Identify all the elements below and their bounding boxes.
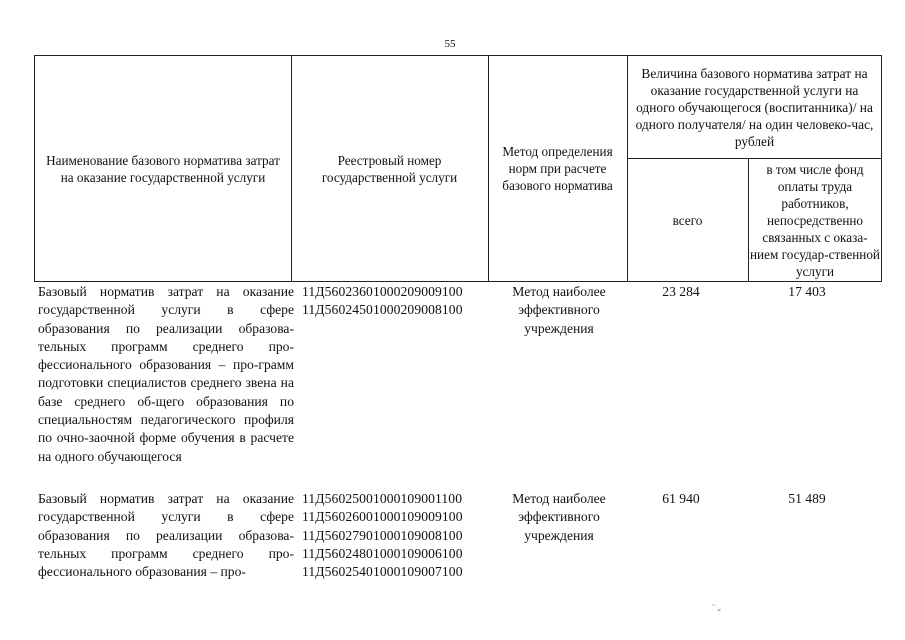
row-2-name: Базовый норматив затрат на оказание государственной услуги в сфере образования по реализации образова-тельных программ среднего про-фессионального образования – про- bbox=[38, 491, 294, 580]
row-2-wage-fund: 51 489 bbox=[788, 491, 826, 506]
row-1-name: Базовый норматив затрат на оказание государственной услуги в сфере образования по реализации образова-тельных программ среднего про-фессионального образования – про-грамм подготовки специалистов среднего звена на базе среднего об-щего образования по специальностям педагогического профиля по очно-заочной форме обучения в расчете на одного обучающегося bbox=[38, 284, 294, 464]
registry-number: 11Д56023601000209009100 bbox=[302, 284, 463, 299]
header-value-group: Величина базового норматива затрат на оказание государственной услуги на одного обучающегося (воспитанника)/ на одного получателя/ на один человеко-час, рублей bbox=[635, 65, 874, 149]
row-2-method: Метод наиболее эффективного учреждения bbox=[512, 491, 606, 543]
row-2-registry-numbers bbox=[302, 490, 463, 581]
registry-number: 11Д56024801000109006100 bbox=[302, 545, 463, 561]
row-1-total: 23 284 bbox=[662, 284, 700, 299]
page-number: 55 bbox=[444, 38, 456, 50]
header-name-column: Наименование базового норматива затрат на оказание государственной услуги bbox=[46, 152, 280, 185]
header-wage-fund-column: в том числе фонд оплаты труда работников, непосредственно связанных с оказа-нием государ-ственной услуги bbox=[750, 161, 880, 279]
registry-number: 11Д56025401000109007100 bbox=[302, 564, 463, 580]
registry-number: 11Д56026001000109009100 bbox=[302, 509, 463, 525]
registry-number: 11Д56024501000209008100 bbox=[302, 302, 463, 318]
scan-artifact: ⁻ ⸗ bbox=[708, 601, 723, 616]
table-header bbox=[34, 55, 882, 282]
header-registry-column: Реестровый номер государственной услуги bbox=[321, 152, 458, 185]
row-1-wage-fund: 17 403 bbox=[788, 284, 826, 299]
row-1-method: Метод наиболее эффективного учреждения bbox=[512, 284, 606, 336]
header-total-column: всего bbox=[672, 212, 703, 228]
registry-number: 11Д56027901000109008100 bbox=[302, 527, 463, 543]
row-1-registry-numbers bbox=[302, 283, 463, 320]
row-2-total: 61 940 bbox=[662, 491, 700, 506]
header-method-column: Метод определения норм при расчете базового норматива bbox=[502, 144, 613, 193]
registry-number: 11Д56025001000109001100 bbox=[302, 491, 463, 506]
